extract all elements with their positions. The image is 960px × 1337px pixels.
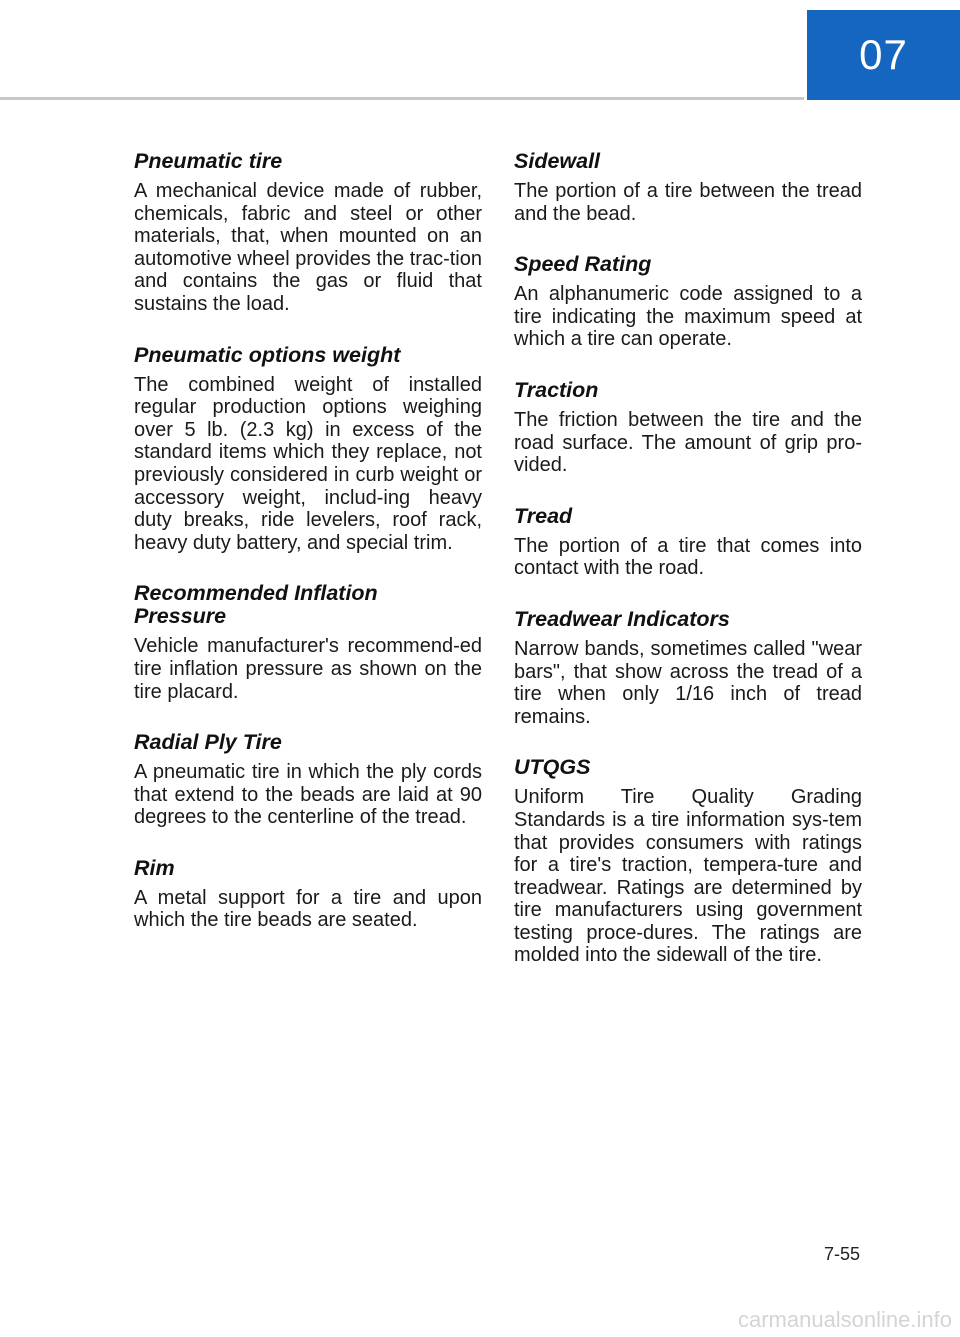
term-traction bbox=[514, 379, 862, 477]
term-utqgs bbox=[514, 756, 862, 967]
term-title: Treadwear Indicators bbox=[514, 606, 730, 631]
chapter-number: 07 bbox=[859, 31, 908, 78]
term-definition: Narrow bands, sometimes called "wear bars", that show across the tread of a tire when only 1/16 inch of tread remains. bbox=[514, 637, 862, 728]
term-title: UTQGS bbox=[514, 755, 591, 780]
term-title: Pneumatic options weight bbox=[134, 342, 401, 367]
term-title: Radial Ply Tire bbox=[134, 730, 282, 755]
term-radial-ply-tire bbox=[134, 731, 482, 829]
term-definition: The combined weight of installed regular production options weighing over 5 lb. (2.3 kg) in excess of the standard items which they replace, not previously considered in curb weight or accessory weight, includ-ing heavy duty breaks, ride levelers, roof rack, heavy duty battery, and special trim. bbox=[134, 373, 482, 554]
page-number: 7-55 bbox=[823, 1244, 860, 1264]
right-column bbox=[514, 150, 862, 995]
term-definition: A metal support for a tire and upon which the tire beads are seated. bbox=[134, 886, 482, 932]
term-tread bbox=[514, 505, 862, 580]
term-definition: A pneumatic tire in which the ply cords that extend to the beads are laid at 90 degrees to the centerline of the tread. bbox=[134, 761, 482, 829]
term-recommended-inflation-pressure bbox=[134, 582, 482, 703]
term-title: Speed Rating bbox=[514, 252, 652, 277]
chapter-tab bbox=[807, 10, 960, 100]
term-speed-rating bbox=[514, 253, 862, 351]
header-rule bbox=[0, 97, 804, 100]
term-definition: The friction between the tire and the road surface. The amount of grip pro-vided. bbox=[514, 408, 862, 477]
term-definition: An alphanumeric code assigned to a tire indicating the maximum speed at which a tire can operate. bbox=[514, 283, 862, 351]
term-pneumatic-options-weight bbox=[134, 344, 482, 555]
term-title: Pneumatic tire bbox=[134, 149, 283, 173]
term-definition: The portion of a tire that comes into contact with the road. bbox=[514, 534, 862, 580]
term-treadwear-indicators bbox=[514, 608, 862, 728]
term-title: Tread bbox=[514, 503, 573, 528]
term-title: Traction bbox=[514, 377, 599, 402]
term-pneumatic-tire bbox=[134, 150, 482, 316]
term-definition: The portion of a tire between the tread and the bead. bbox=[514, 180, 862, 225]
term-definition: Vehicle manufacturer's recommend-ed tire inflation pressure as shown on the tire placard. bbox=[134, 635, 482, 703]
watermark: carmanualsonline.info bbox=[737, 1307, 952, 1332]
term-rim bbox=[134, 857, 482, 932]
term-definition: A mechanical device made of rubber, chemicals, fabric and steel or other materials, that, when mounted on an automotive wheel provides the trac-tion and contains the gas or fluid that sustains the load. bbox=[134, 180, 482, 315]
term-title: Sidewall bbox=[514, 149, 601, 173]
term-title: Recommended Inflation Pressure bbox=[134, 581, 378, 629]
left-column bbox=[134, 150, 482, 960]
term-definition: Uniform Tire Quality Grading Standards is a tire information sys-tem that provides consumers with ratings for a tire's traction, tempera-ture and treadwear. Ratings are determined by tire manufacturers using government testing proce-dures. The ratings are molded into the sidewall of the tire. bbox=[514, 786, 862, 967]
term-sidewall bbox=[514, 150, 862, 225]
term-title: Rim bbox=[134, 855, 175, 880]
